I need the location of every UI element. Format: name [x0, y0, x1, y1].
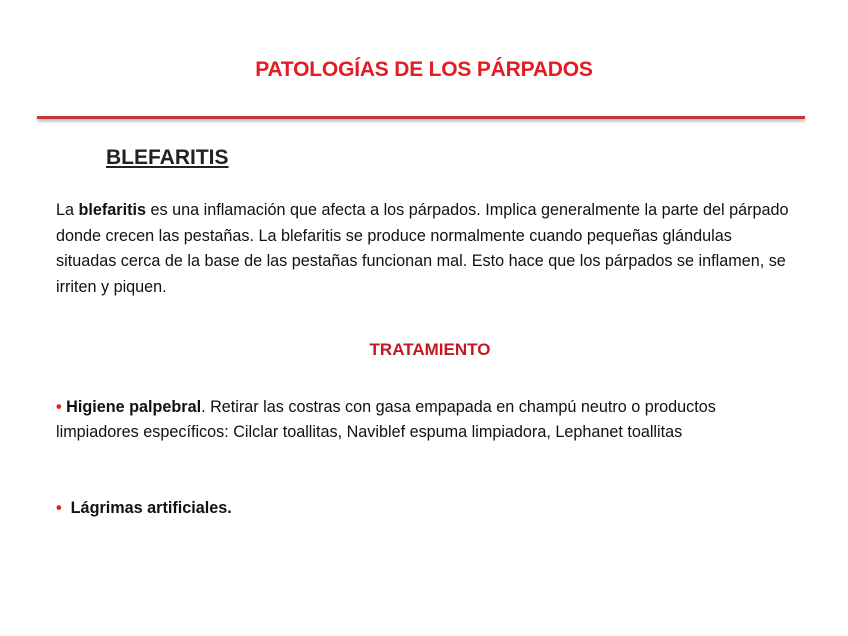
treatment-label: Higiene palpebral [66, 398, 202, 416]
intro-term: blefaritis [78, 201, 146, 219]
section-heading: BLEFARITIS [106, 146, 229, 169]
intro-prefix: La [56, 201, 79, 219]
bullet-icon: • [56, 499, 62, 517]
treatment-text: . Retirar las costras con gasa empapada en champú neutro o productos limpiadores específicos: Cilclar toallitas, Naviblef espuma limpiadora, Lephanet toallitas [56, 398, 716, 441]
treatment-heading: TRATAMIENTO [369, 340, 491, 359]
treatment-item [56, 496, 796, 521]
title-divider [37, 116, 805, 119]
bullet-icon: • [56, 398, 62, 416]
treatment-item [56, 395, 796, 445]
intro-paragraph [56, 198, 796, 300]
slide-title: PATOLOGÍAS DE LOS PÁRPADOS [255, 58, 593, 81]
intro-text: es una inflamación que afecta a los párpados. Implica generalmente la parte del párpado donde crecen las pestañas. La blefaritis se produce normalmente cuando pequeñas glándulas situadas cerca de la base de las pestañas funcionan mal. Esto hace que los párpados se inflamen, se irriten y piquen. [56, 201, 789, 296]
treatment-label: Lágrimas artificiales. [70, 499, 232, 517]
